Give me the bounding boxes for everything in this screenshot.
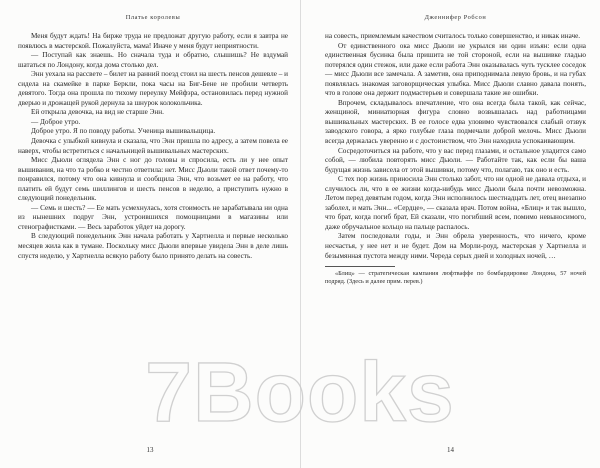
paragraph: Доброе утро. Я по поводу работы. Ученица вышивальщица.	[31, 127, 216, 136]
left-page-text	[18, 32, 288, 261]
paragraph: Девочка с улыбкой кивнула и сказала, что Энн пришла по адресу, а затем повела ее наверх, чтобы встретиться с начальницей вышивальных мастерских.	[18, 137, 288, 155]
paragraph: — Поступай как знаешь. Но сначала туда и обратно, слышишь? Не вздумай шататься по Лондону, когда дома столько дел.	[18, 51, 288, 69]
right-running-head: Дженнифер Робсон	[424, 14, 487, 21]
paragraph: Мисс Дьюли оглядела Энн с ног до головы и спросила, есть ли у нее опыт вышивания, на что та робко и честно ответила: нет. Мисс Дьюли такой ответ почему-то понравился, потому что она кивнула и сообщила Энн, что возьмет ее на работу, что платить ей будут семь шиллингов и шесть пенсов в неделю, а приступить нужно в следующий понедельник.	[18, 156, 288, 203]
paragraph: Ей открыла девочка, на вид не старше Энн.	[31, 108, 164, 117]
paragraph: Затем последовали годы, и Энн обрела уверенность, что ничего, кроме несчастья, у нее нет и не будет. Дом на Морли-роуд, мастерская у Хартнелла и безымянная пустота между ними. Череда серых дней и холодных ночей, …	[325, 232, 586, 260]
paragraph: — Доброе утро.	[31, 117, 81, 126]
paragraph: Энн уехала на рассвете – билет на ранний поезд стоил на шесть пенсов дешевле – и сидела на скамейке в парке Беркли, пока часы на Биг-Бене не пробили четверть девятого. Тогда она прошла по тихому переулку Мейфэра, остановилась перед нужной дверью и дрожащей рукой дернула за шнурок колокольчика.	[18, 70, 288, 107]
paragraph: Меня будут ждать! На бирже труда не предложат другую работу, если я завтра не появлюсь в мастерской. Пожалуйста, мама! Иначе у меня будут неприятности.	[18, 32, 288, 50]
paragraph: В следующий понедельник Энн начала работать у Хартнелла и первые несколько месяцев жила как в тумане. Поскольку мисс Дьюли впервые увидела Энн в деле лишь спустя неделю, у Хартнелла всякую работу было принято делать на совесть.	[18, 232, 288, 260]
right-page	[300, 0, 600, 468]
paragraph: От единственного ока мисс Дьюли не укрылся ни один изъян: если одна единственная бусинка была пришита не той стороной, если на вышивке гладью потерялся один стежок, или даже если работа Энн оказывалась чуть тусклее соседок — мисс Дьюли все замечала. А заметив, она приподнимала левую бровь, и на губах появлялась знакомая заговорщическая улыбка. Мисс Дьюли славно давала понять, что в голове она держит подмастерьев и совершала такие же ошибки.	[325, 41, 586, 98]
footnote-divider	[325, 266, 395, 267]
paragraph: на совесть, приемлемым качеством считалось только совершенство, и никак иначе.	[325, 32, 581, 40]
right-page-text	[325, 32, 586, 261]
paragraph: С тех пор жизнь приносила Энн столько забот, что ни одной не давала отдыха, и случилось ли, что в ее жизни когда-нибудь мисс Дьюли была почти невозможна. Летом перед девятым годом, когда Энн исполнилось шестнадцать лет, отец внезапно заболел, и мать Энн... «Сердце», — сказала врач. Потом война, «Блиц» и так вышло, что брат, когда погиб брат, Ей сказали, что погибший всем, помимо невыносимого, даже обручальное кольцо на пальце распалось.	[325, 175, 586, 231]
footnote: «Блиц» — стратегическая кампания люфтваффе по бомбардировке Лондона, 57 ночей подряд. (Здесь и далее прим. перев.)	[325, 270, 586, 286]
left-running-head: Платье королевы	[125, 14, 181, 21]
right-page-number: 14	[447, 446, 454, 454]
paragraph: Впрочем, складывалось впечатление, что она всегда была такой, как сейчас, женщиной, миниатюрная фигура словно возвышалась над работницами вышивальных мастерских. В ее голосе едва уловимо чувствовался слабый отзвук заводского говора, а ярко голубые глаза подмечали доброй мелочь. Мисс Дьюли всегда держалась уверенно и с достоинством, что Энн находила успокаивающим.	[325, 98, 586, 146]
paragraph: Сосредоточиться на работе, что у вас перед глазами, и остальное уладится само собой, — любила повторять мисс Дьюли. — Работайте так, как если бы ваша будущая жизнь зависела от этой вышивки, потому что, полагаю, так оно и есть.	[325, 146, 586, 174]
left-page-number: 13	[146, 446, 154, 454]
paragraph: — Семь и шесть? — Ее мать усмехнулась, хотя стоимость не зарабатывала ни одна из нынешних подруг Энн, устроившихся помощницами в магазины или стенографистками. — Весь заработок уйдет на дорогу.	[18, 203, 288, 231]
